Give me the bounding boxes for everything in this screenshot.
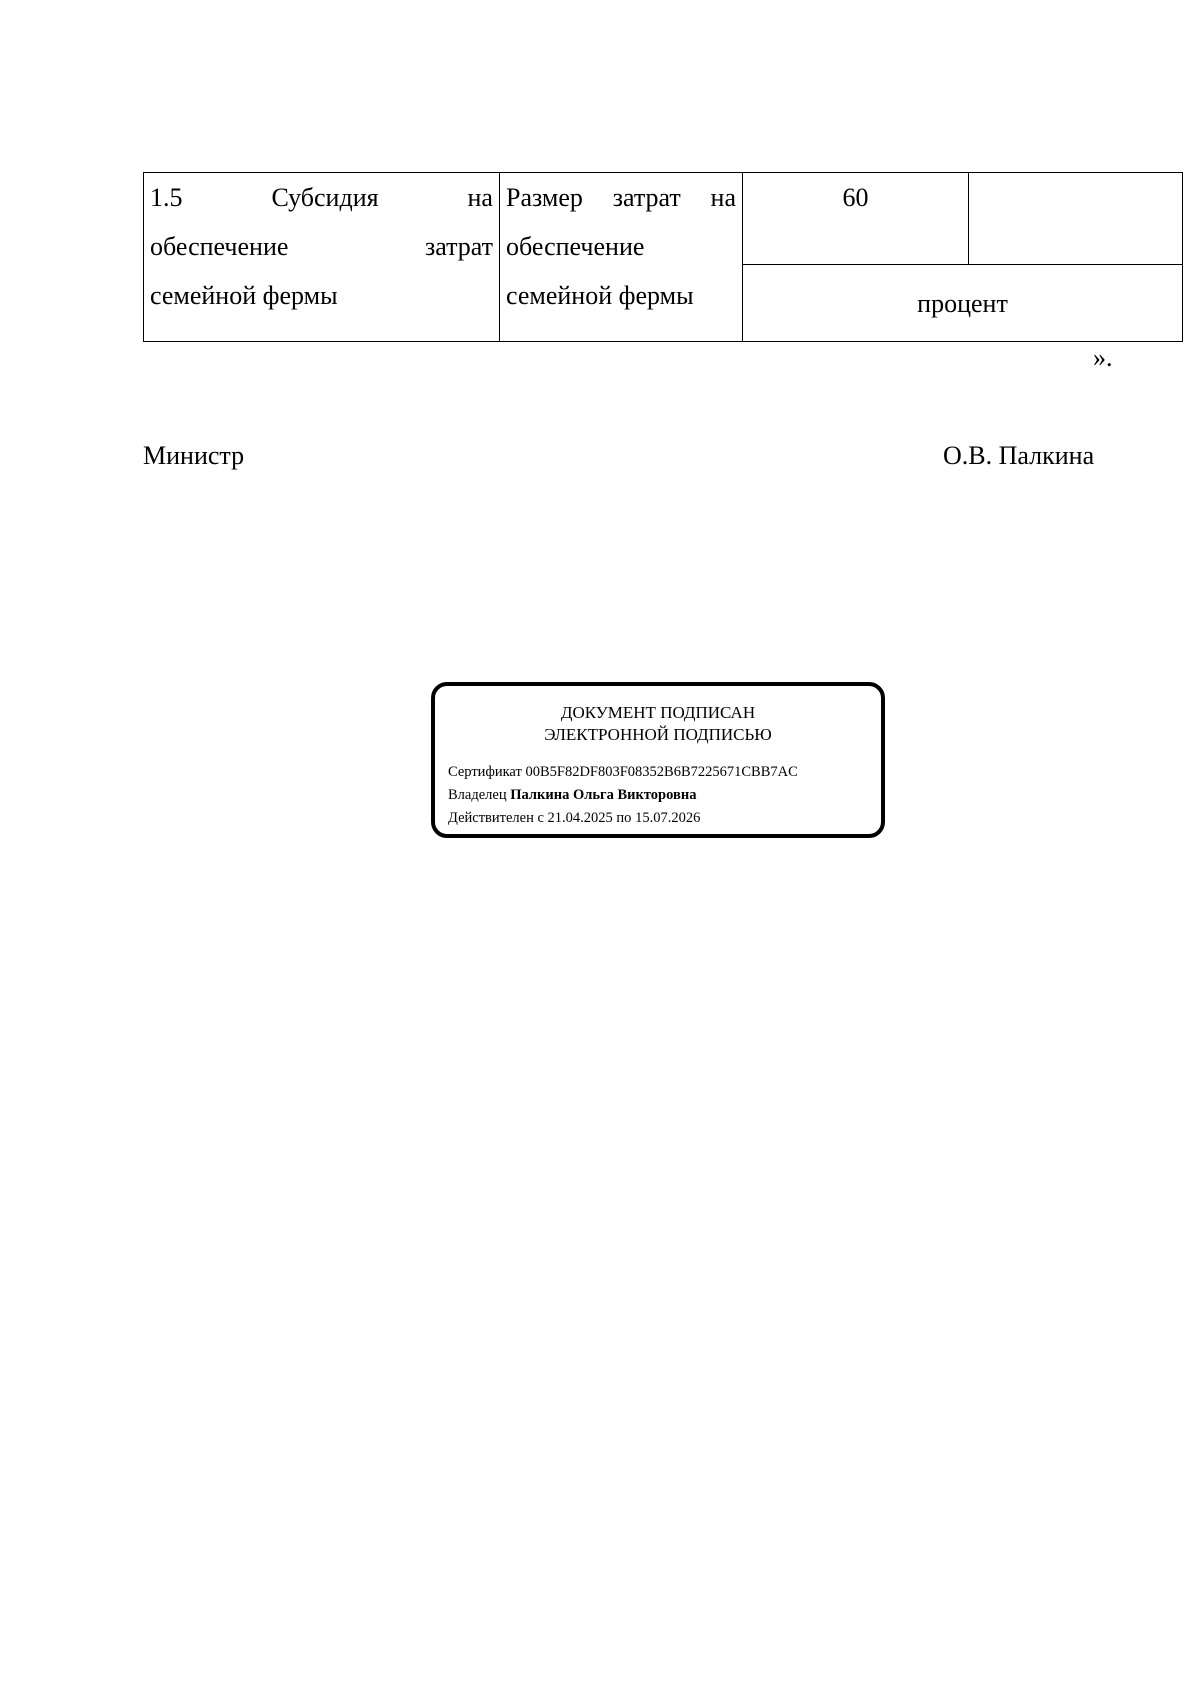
valid-from-label: с	[537, 810, 544, 826]
subsidy-name-word: обеспечение	[150, 232, 289, 261]
table-row	[144, 173, 1183, 265]
stamp-validity	[448, 810, 700, 827]
unit-cell: процент	[743, 265, 1183, 342]
certificate-value: 00B5F82DF803F08352B6B7225671CBB7AC	[525, 764, 798, 780]
owner-label: Владелец	[448, 787, 507, 803]
subsidy-name-word: на	[467, 183, 493, 212]
subsidy-name-word: Субсидия	[271, 183, 379, 212]
subsidy-name-cell	[144, 173, 500, 342]
subsidy-name-line-3: семейной фермы	[150, 281, 338, 310]
valid-to: 15.07.2026	[635, 810, 701, 826]
value-cell: 60	[743, 173, 969, 265]
subsidy-table	[143, 172, 1183, 342]
electronic-signature-stamp	[431, 682, 885, 838]
stamp-title-line-1: ДОКУМЕНТ ПОДПИСАН	[560, 703, 756, 722]
indicator-cell	[500, 173, 743, 342]
subsidy-name-line-1	[150, 173, 493, 222]
indicator-line-3: семейной фермы	[506, 281, 694, 310]
empty-cell	[969, 173, 1183, 265]
owner-value: Палкина Ольга Викторовна	[510, 787, 697, 803]
stamp-certificate	[448, 764, 798, 781]
valid-to-label: по	[616, 810, 632, 826]
subsidy-name-word: затрат	[424, 232, 493, 261]
stamp-owner	[448, 787, 696, 804]
stamp-title	[435, 702, 881, 746]
indicator-line-2: обеспечение	[506, 232, 645, 261]
closing-quote: ».	[1093, 343, 1113, 372]
signatory-name: О.В. Палкина	[943, 441, 1095, 470]
valid-from: 21.04.2025	[547, 810, 613, 826]
certificate-label: Сертификат	[448, 764, 522, 780]
row-number: 1.5	[150, 183, 183, 212]
valid-label: Действителен	[448, 810, 534, 826]
stamp-title-line-2: ЭЛЕКТРОННОЙ ПОДПИСЬЮ	[544, 725, 772, 744]
subsidy-name-line-2	[150, 222, 493, 271]
indicator-line-1: Размер затрат на	[506, 183, 736, 212]
signatory-position: Министр	[143, 441, 245, 470]
